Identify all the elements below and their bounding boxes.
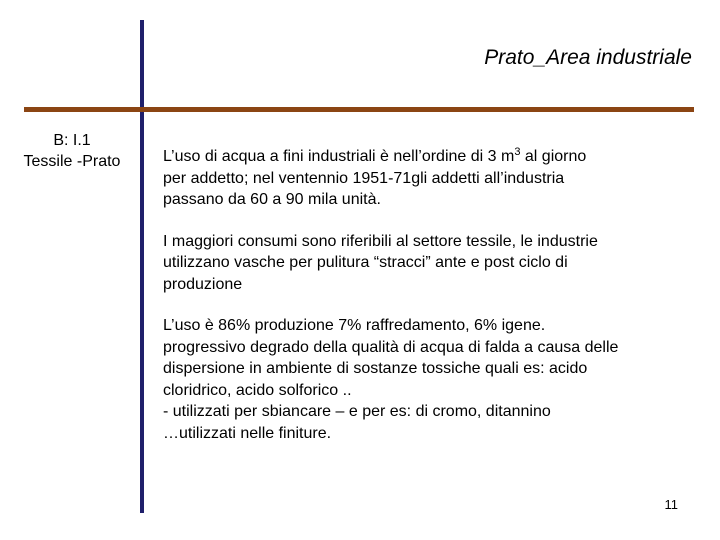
horizontal-rule (24, 107, 694, 112)
superscript: 3 (514, 146, 521, 158)
body-line: cloridrico, acido solforico .. (163, 381, 352, 399)
body-line: dispersione in ambiente di sostanze tossiche quali es: acido (163, 360, 588, 377)
body-line (163, 146, 703, 168)
body-line: passano da 60 a 90 mila unità. (163, 191, 381, 208)
slide-body (163, 146, 703, 464)
paragraph-consumption (163, 231, 703, 296)
section-name: Tessile -Prato (23, 153, 121, 170)
body-line: - utilizzati per sbiancare – e per es: di cromo, ditannino (163, 403, 551, 420)
page-number: 11 (664, 497, 678, 512)
section-label (8, 130, 136, 172)
body-line: …utilizzati nelle finiture. (163, 424, 332, 442)
paragraph-water-use (163, 146, 703, 211)
text-fragment: al giorno (520, 148, 587, 165)
body-line: progressivo degrado della qualità di acqua di falda a causa delle (163, 338, 619, 356)
body-line: I maggiori consumi sono riferibili al settore tessile, le industrie (163, 232, 598, 250)
body-line: L’uso è 86% produzione 7% raffredamento, 6% igene. (163, 317, 546, 334)
text-fragment: L’uso di acqua a fini industriali è nell’ordine di 3 m (163, 148, 515, 165)
body-line: utilizzano vasche per pulitura “stracci” ante e post ciclo di (163, 254, 568, 271)
section-code: B: I.1 (53, 132, 91, 149)
slide-title: Prato_Area industriale (484, 46, 692, 69)
body-line: produzione (163, 275, 243, 293)
paragraph-usage-breakdown (163, 315, 703, 444)
body-line: per addetto; nel ventennio 1951-71gli addetti all’industria (163, 169, 565, 187)
vertical-rule (140, 20, 144, 513)
